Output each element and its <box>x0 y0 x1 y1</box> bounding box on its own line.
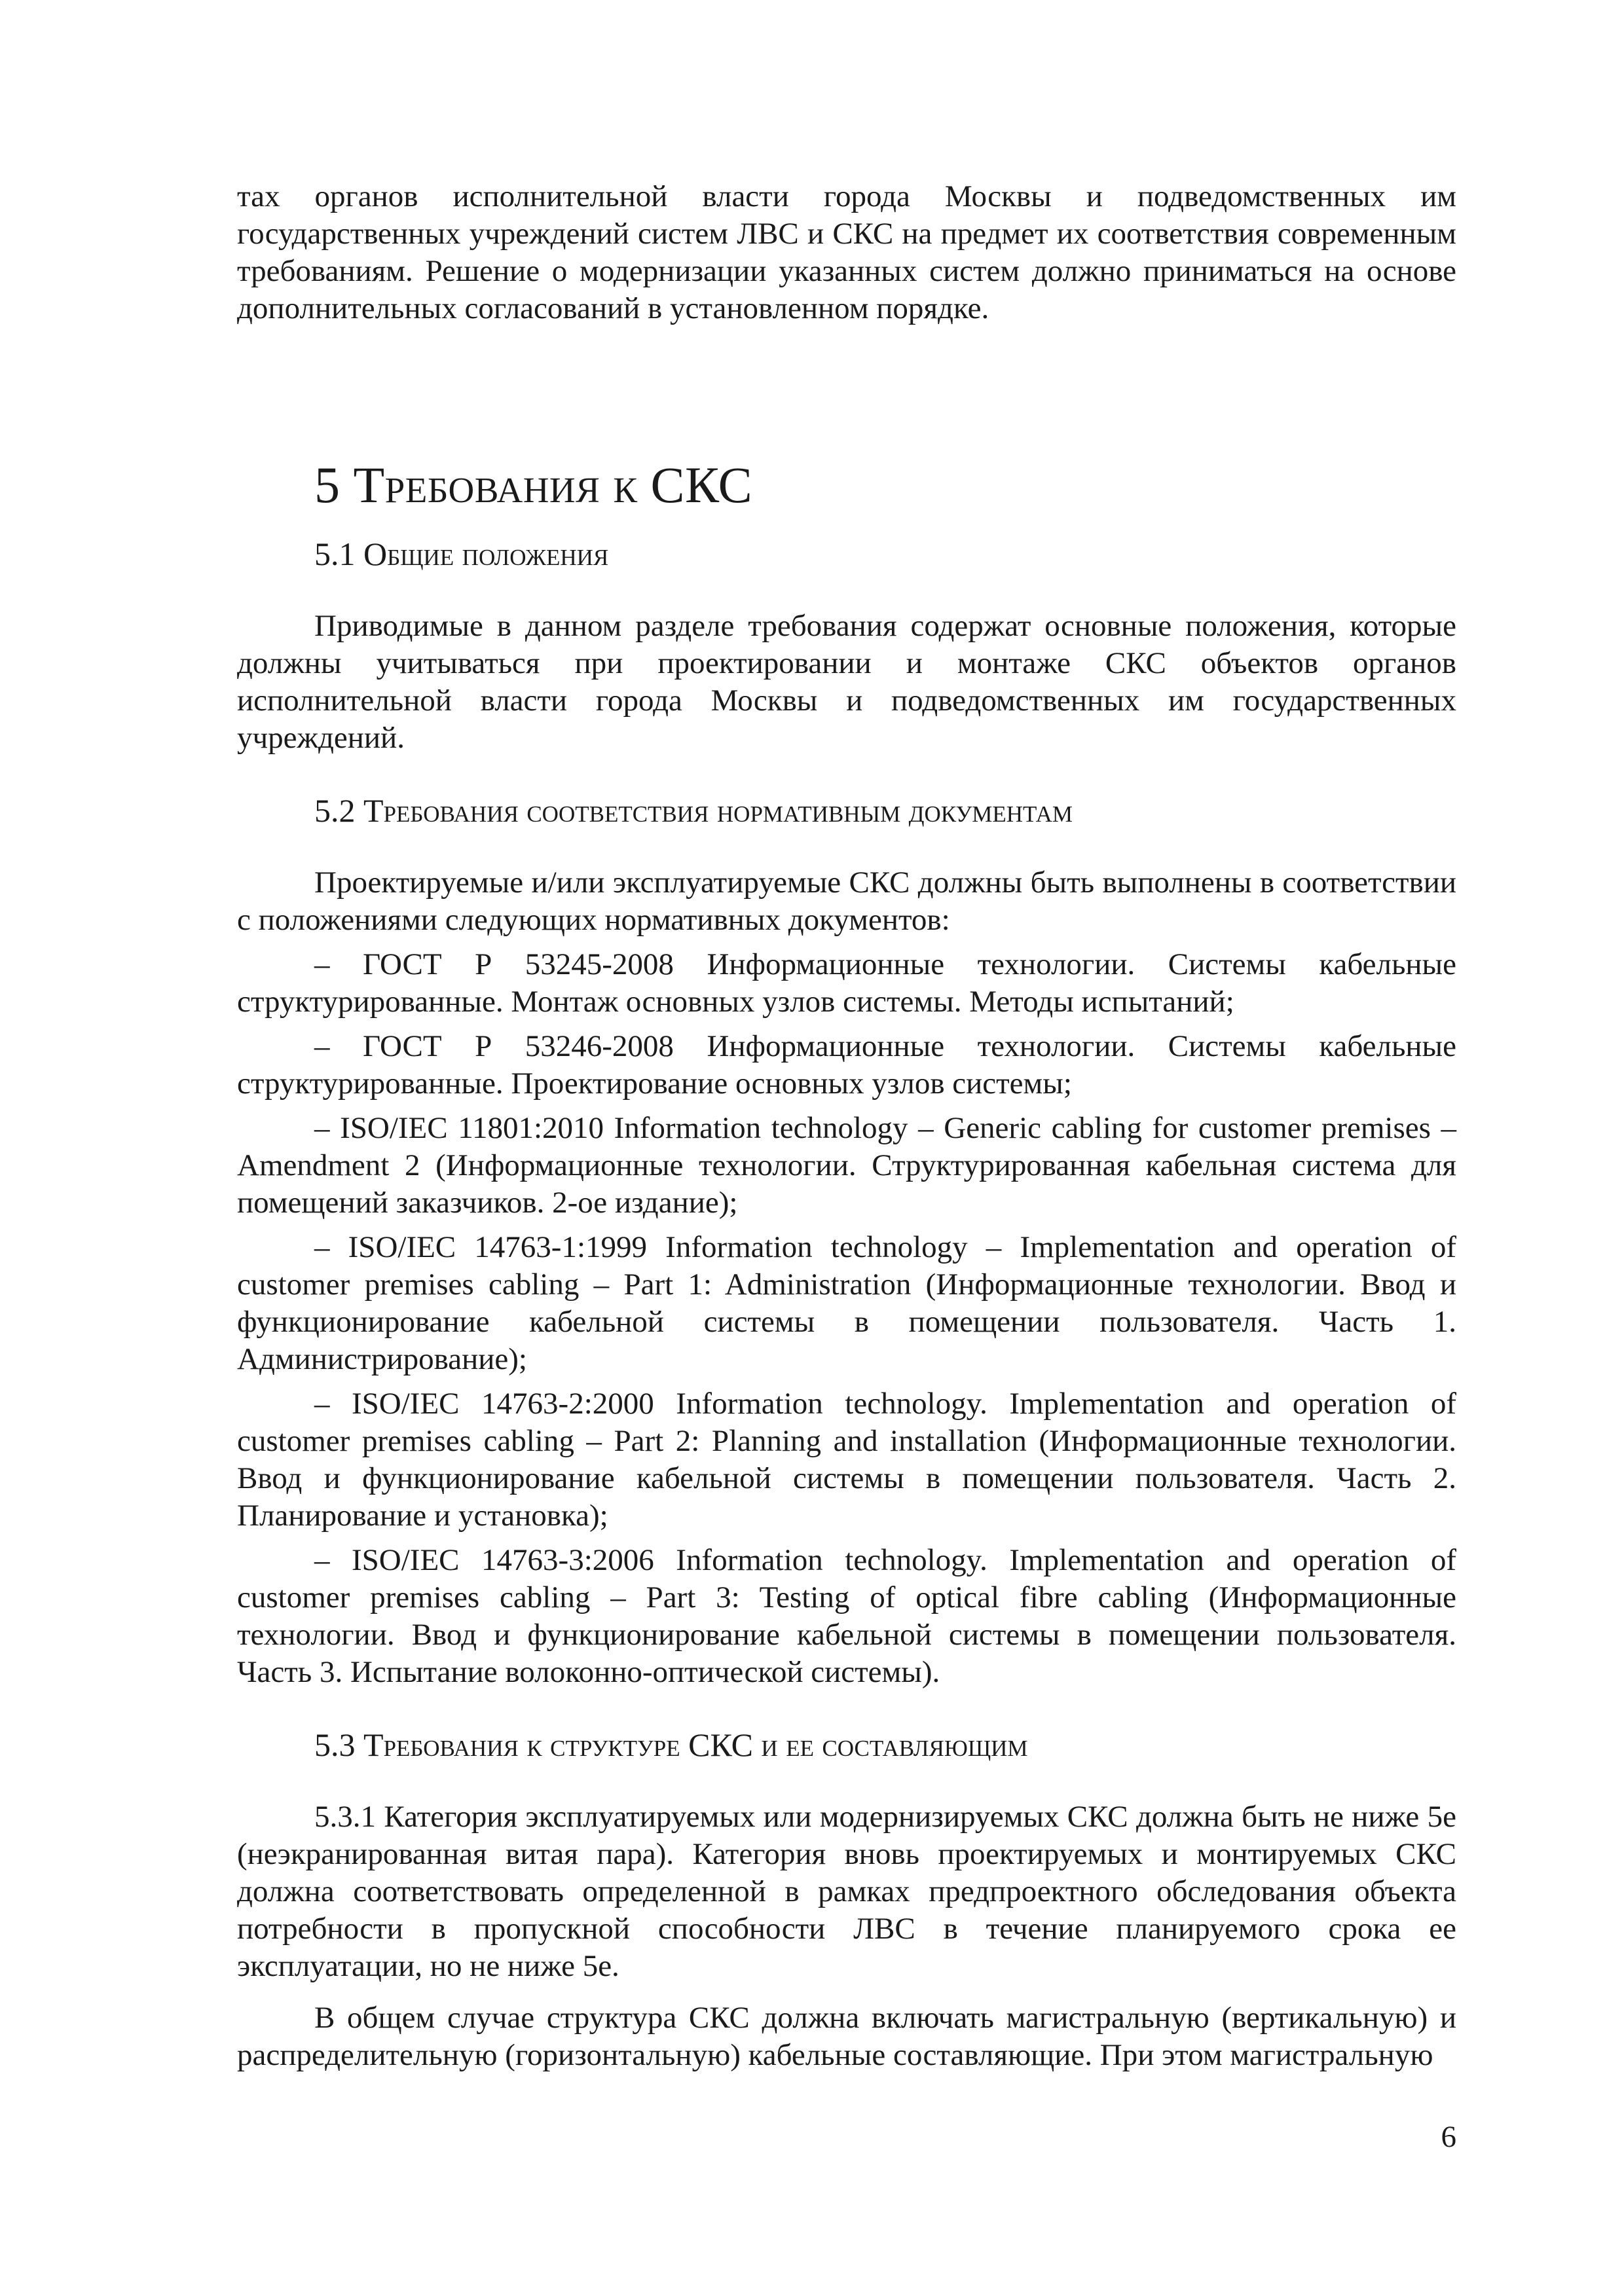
subsection-5-3-paragraph-2: В общем случае структура СКС должна включать магистральную (вертикальную) и распределительную (горизонтальную) кабельные составляющие. При этом магистральную <box>237 2001 1456 2072</box>
norm-doc-item: – ГОСТ Р 53246-2008 Информационные технологии. Системы кабельные структурированные. Проектирование основных узлов системы; <box>237 1029 1456 1101</box>
norm-doc-item: – ISO/IEC 14763-3:2006 Information technology. Implementation and operation of customer premises cabling – Part 3: Testing of optical fibre cabling (Информационные технологии. Ввод и функционирование кабельной системы в помещении пользователя. Часть 3. Испытание волоконно-оптической системы). <box>237 1543 1456 1689</box>
subsection-5-1-paragraph: Приводимые в данном разделе требования содержат основные положения, которые должны учитываться при проектировании и монтаже СКС объектов органов исполнительной власти города Москвы и подведомственных им государственных учреждений. <box>237 609 1456 755</box>
subsection-5-2-intro: Проектируемые и/или эксплуатируемые СКС должны быть выполнены в соответствии с положениями следующих нормативных документов: <box>237 866 1456 937</box>
subsection-5-3-title: 5.3 Требования к структуре СКС и ее составляющим <box>314 1726 1028 1763</box>
norm-doc-item: – ISO/IEC 11801:2010 Information technology – Generic cabling for customer premises – Amendment 2 (Информационные технологии. Структурированная кабельная система для помещений заказчиков. 2-ое издание); <box>237 1111 1456 1220</box>
norm-doc-item: – ISO/IEC 14763-2:2000 Information technology. Implementation and operation of customer premises cabling – Part 2: Planning and installation (Информационные технологии. Ввод и функционирование кабельной системы в помещении пользователя. Часть 2. Планирование и установка); <box>237 1387 1456 1533</box>
subsection-5-3-paragraph-1: 5.3.1 Категория эксплуатируемых или модернизируемых СКС должна быть не ниже 5е (неэкранированная витая пара). Категория вновь проектируемых и монтируемых СКС должна соответствовать определенной в рамках предпроектного обследования объекта потребности в пропускной способности ЛВС в течение планируемого срока ее эксплуатации, но не ниже 5е. <box>237 1800 1456 1983</box>
subsection-5-2-title: 5.2 Требования соответствия нормативным документам <box>314 792 1073 829</box>
intro-paragraph: тах органов исполнительной власти города Москвы и подведомственных им государственных учреждений систем ЛВС и СКС на предмет их соответствия современным требованиям. Решение о модернизации указанных систем должно приниматься на основе дополнительных согласований в установленном порядке. <box>237 179 1456 325</box>
subsection-5-1-title: 5.1 Общие положения <box>314 536 609 572</box>
section-title: 5 Требования к СКС <box>314 456 753 513</box>
page-number: 6 <box>1441 2120 1456 2154</box>
norm-doc-item: – ISO/IEC 14763-1:1999 Information technology – Implementation and operation of customer premises cabling – Part 1: Administration (Информационные технологии. Ввод и функционирование кабельной системы в помещении пользователя. Часть 1. Администрирование); <box>237 1230 1456 1376</box>
norm-doc-item: – ГОСТ Р 53245-2008 Информационные технологии. Системы кабельные структурированные. Монтаж основных узлов системы. Методы испытаний; <box>237 947 1456 1019</box>
page-content <box>237 178 1456 2074</box>
